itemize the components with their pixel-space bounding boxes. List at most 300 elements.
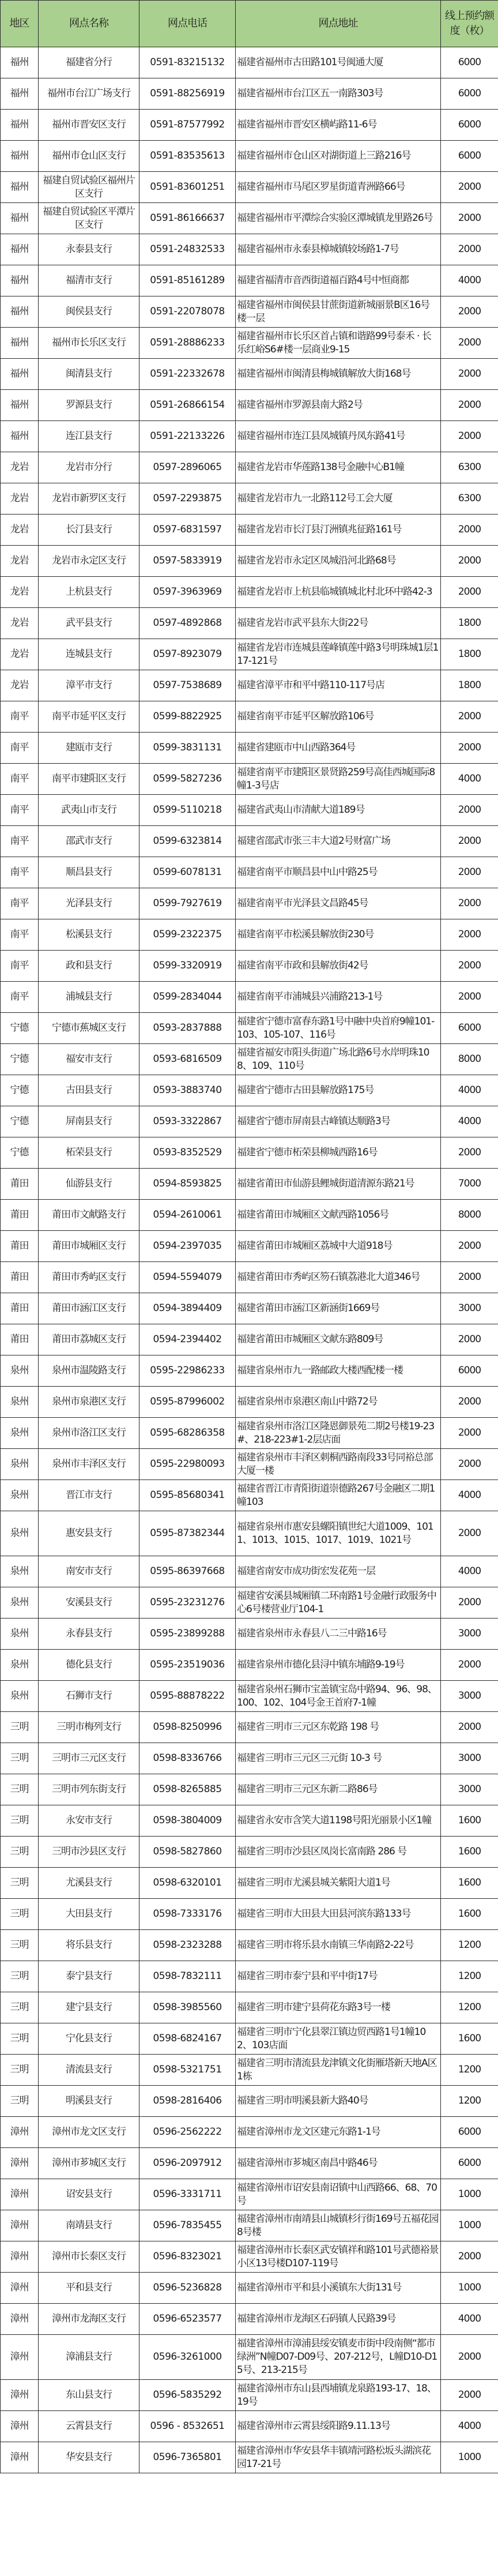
cell-name: 平和县支行 <box>39 2273 139 2304</box>
cell-region: 福州 <box>1 203 39 234</box>
cell-quota: 2000 <box>441 2335 498 2380</box>
table-row <box>1 2179 498 2210</box>
cell-address: 福建省三明市三元区东乾路 198 号 <box>236 1712 441 1743</box>
cell-region: 福州 <box>1 359 39 390</box>
table-row <box>1 1231 498 1262</box>
table-row <box>1 172 498 203</box>
cell-phone: 0599-5110218 <box>139 795 236 826</box>
cell-quota: 2000 <box>441 546 498 577</box>
cell-phone: 0597-6831597 <box>139 515 236 546</box>
cell-name: 泉州市泉港区支行 <box>39 1387 139 1418</box>
table-row <box>1 1712 498 1743</box>
cell-name: 连江县支行 <box>39 421 139 452</box>
header-address: 网点地址 <box>236 1 441 47</box>
cell-quota: 2000 <box>441 1137 498 1169</box>
cell-quota: 2000 <box>441 1650 498 1681</box>
cell-phone: 0597-2293875 <box>139 483 236 515</box>
cell-address: 福建省漳州市平和县小溪镇东大街131号 <box>236 2273 441 2304</box>
cell-quota: 3000 <box>441 1293 498 1324</box>
header-quota: 线上预约额度（枚） <box>441 1 498 47</box>
table-row <box>1 1650 498 1681</box>
cell-address: 福建省武夷山市清献大道189号 <box>236 795 441 826</box>
cell-region: 泉州 <box>1 1619 39 1650</box>
cell-region: 泉州 <box>1 1511 39 1556</box>
table-row <box>1 1200 498 1231</box>
cell-quota: 2000 <box>441 1324 498 1355</box>
table-row <box>1 1387 498 1418</box>
cell-address: 福建省福州市永泰县樟城镇较场路1-7号 <box>236 234 441 265</box>
table-row <box>1 1449 498 1480</box>
cell-phone: 0599-6078131 <box>139 857 236 888</box>
cell-quota: 2000 <box>441 515 498 546</box>
cell-address: 福建省宁德市富春东路1号中融中央首府9幢101-103、105-107、116号 <box>236 1013 441 1044</box>
cell-name: 福州市台江广场支行 <box>39 78 139 110</box>
cell-phone: 0599-5827236 <box>139 764 236 795</box>
table-row <box>1 2023 498 2055</box>
cell-quota: 6000 <box>441 47 498 78</box>
cell-region: 三明 <box>1 1837 39 1868</box>
cell-region: 漳州 <box>1 2210 39 2241</box>
cell-quota: 1600 <box>441 1899 498 1930</box>
cell-quota: 2000 <box>441 577 498 608</box>
cell-address: 福建省泉州市九一路邮政大楼西配楼一楼 <box>236 1355 441 1387</box>
cell-quota: 4000 <box>441 1106 498 1137</box>
cell-phone: 0598-8265885 <box>139 1774 236 1805</box>
cell-region: 宁德 <box>1 1137 39 1169</box>
cell-quota: 1200 <box>441 1930 498 1961</box>
cell-name: 福州市晋安区支行 <box>39 110 139 141</box>
table-row <box>1 951 498 982</box>
cell-address: 福建省泉州市永春县八二三中路16号 <box>236 1619 441 1650</box>
cell-phone: 0594-2610061 <box>139 1200 236 1231</box>
table-row <box>1 577 498 608</box>
cell-phone: 0598-8250996 <box>139 1712 236 1743</box>
cell-name: 南平市建阳区支行 <box>39 764 139 795</box>
table-row <box>1 2117 498 2148</box>
cell-phone: 0595-22986233 <box>139 1355 236 1387</box>
cell-quota: 4000 <box>441 764 498 795</box>
cell-quota: 2000 <box>441 359 498 390</box>
table-row <box>1 982 498 1013</box>
cell-phone: 0593-2837888 <box>139 1013 236 1044</box>
cell-name: 泉州市温陵路支行 <box>39 1355 139 1387</box>
cell-quota: 2000 <box>441 1449 498 1480</box>
cell-quota: 6000 <box>441 2117 498 2148</box>
cell-phone: 0598-6320101 <box>139 1868 236 1899</box>
cell-quota: 2000 <box>441 733 498 764</box>
cell-quota: 1600 <box>441 1837 498 1868</box>
table-row <box>1 1418 498 1449</box>
cell-region: 福州 <box>1 47 39 78</box>
table-row <box>1 2442 498 2473</box>
cell-name: 南平市延平区支行 <box>39 701 139 733</box>
table-row <box>1 1262 498 1293</box>
cell-phone: 0591-24832533 <box>139 234 236 265</box>
cell-region: 南平 <box>1 826 39 857</box>
cell-region: 三明 <box>1 1743 39 1774</box>
cell-quota: 2000 <box>441 296 498 328</box>
cell-quota: 6000 <box>441 141 498 172</box>
cell-address: 福建省泉州石狮市宝盖镇宝岛中路94、96、98、100、102、104号金王首府7-1幢 <box>236 1681 441 1712</box>
cell-phone: 0599-3320919 <box>139 951 236 982</box>
cell-region: 龙岩 <box>1 577 39 608</box>
cell-address: 福建省南平市光泽县文昌路45号 <box>236 888 441 919</box>
cell-name: 武平县支行 <box>39 608 139 639</box>
cell-quota: 2000 <box>441 701 498 733</box>
cell-region: 三明 <box>1 1930 39 1961</box>
cell-region: 漳州 <box>1 2442 39 2473</box>
cell-phone: 0594-2397035 <box>139 1231 236 1262</box>
cell-name: 清流县支行 <box>39 2055 139 2086</box>
cell-name: 建宁县支行 <box>39 1992 139 2023</box>
cell-name: 尤溪县支行 <box>39 1868 139 1899</box>
cell-region: 南平 <box>1 888 39 919</box>
table-row <box>1 1169 498 1200</box>
cell-region: 福州 <box>1 265 39 296</box>
cell-address: 福建省莆田市城厢区文献东路809号 <box>236 1324 441 1355</box>
table-row <box>1 795 498 826</box>
cell-phone: 0595-85680341 <box>139 1480 236 1511</box>
cell-region: 三明 <box>1 2086 39 2117</box>
cell-name: 邵武市支行 <box>39 826 139 857</box>
cell-name: 云霄县支行 <box>39 2411 139 2442</box>
table-row <box>1 203 498 234</box>
table-row <box>1 1556 498 1587</box>
cell-region: 泉州 <box>1 1480 39 1511</box>
table-row <box>1 1106 498 1137</box>
cell-address: 福建省漳州市南靖县山城镇杉行街169号五福花园8号楼 <box>236 2210 441 2241</box>
cell-quota: 2000 <box>441 888 498 919</box>
cell-phone: 0599-3831131 <box>139 733 236 764</box>
cell-name: 仙游县支行 <box>39 1169 139 1200</box>
cell-phone: 0596-5236828 <box>139 2273 236 2304</box>
cell-region: 南平 <box>1 919 39 951</box>
cell-address: 福建省福州市平潭综合实验区潭城镇龙里路26号 <box>236 203 441 234</box>
cell-region: 三明 <box>1 1805 39 1837</box>
cell-name: 三明市沙县区支行 <box>39 1837 139 1868</box>
cell-quota: 8000 <box>441 1044 498 1075</box>
cell-phone: 0594-3894409 <box>139 1293 236 1324</box>
cell-name: 闽清县支行 <box>39 359 139 390</box>
table-row <box>1 2335 498 2380</box>
cell-name: 漳州市芗城区支行 <box>39 2148 139 2179</box>
cell-quota: 2000 <box>441 1262 498 1293</box>
cell-region: 南平 <box>1 701 39 733</box>
cell-address: 福建省三明市建宁县荷花东路3号一楼 <box>236 1992 441 2023</box>
cell-quota: 2000 <box>441 203 498 234</box>
table-row <box>1 1681 498 1712</box>
table-row <box>1 1743 498 1774</box>
cell-name: 古田县支行 <box>39 1075 139 1106</box>
cell-quota: 6000 <box>441 2148 498 2179</box>
cell-phone: 0597-3963969 <box>139 577 236 608</box>
table-row <box>1 1992 498 2023</box>
cell-quota: 2000 <box>441 234 498 265</box>
cell-name: 福建自贸试验区福州片区支行 <box>39 172 139 203</box>
cell-name: 莆田市文献路支行 <box>39 1200 139 1231</box>
cell-phone: 0593-8352529 <box>139 1137 236 1169</box>
cell-quota: 1800 <box>441 608 498 639</box>
table-row <box>1 2086 498 2117</box>
cell-region: 泉州 <box>1 1355 39 1387</box>
cell-phone: 0598-6824167 <box>139 2023 236 2055</box>
header-row <box>1 1 498 47</box>
cell-address: 福建省南平市顺昌县中山中路25号 <box>236 857 441 888</box>
cell-region: 福州 <box>1 172 39 203</box>
cell-name: 泰宁县支行 <box>39 1961 139 1992</box>
table-row <box>1 359 498 390</box>
cell-address: 福建省三明市沙县区凤岗长富南路 286 号 <box>236 1837 441 1868</box>
cell-phone: 0591-87577992 <box>139 110 236 141</box>
cell-name: 明溪县支行 <box>39 2086 139 2117</box>
cell-phone: 0591-22332678 <box>139 359 236 390</box>
table-row <box>1 2380 498 2411</box>
cell-quota: 1600 <box>441 1868 498 1899</box>
table-row <box>1 265 498 296</box>
cell-region: 泉州 <box>1 1418 39 1449</box>
table-row <box>1 78 498 110</box>
table-row <box>1 888 498 919</box>
cell-name: 宁德市蕉城区支行 <box>39 1013 139 1044</box>
cell-name: 武夷山市支行 <box>39 795 139 826</box>
cell-quota: 1600 <box>441 2023 498 2055</box>
cell-phone: 0598-3985560 <box>139 1992 236 2023</box>
table-row <box>1 110 498 141</box>
table-row <box>1 857 498 888</box>
table-row <box>1 826 498 857</box>
cell-address: 福建省三明市三元区三元街 10-3 号 <box>236 1743 441 1774</box>
cell-address: 福建省泉州市泉港区南山中路72号 <box>236 1387 441 1418</box>
cell-name: 永安市支行 <box>39 1805 139 1837</box>
cell-phone: 0595-23519036 <box>139 1650 236 1681</box>
cell-name: 莆田市涵江区支行 <box>39 1293 139 1324</box>
table-row <box>1 1293 498 1324</box>
cell-quota: 2000 <box>441 390 498 421</box>
cell-address: 福建省福州市仓山区对湖街道上三路216号 <box>236 141 441 172</box>
cell-region: 龙岩 <box>1 515 39 546</box>
cell-address: 福建省三明市三元区东新二路86号 <box>236 1774 441 1805</box>
cell-address: 福建省三明市清流县龙津镇文化街雁塔新天地A区1栋 <box>236 2055 441 2086</box>
cell-phone: 0595-88878222 <box>139 1681 236 1712</box>
cell-name: 漳州市龙海区支行 <box>39 2304 139 2335</box>
cell-address: 福建省莆田市涵江区新涵街1669号 <box>236 1293 441 1324</box>
table-row <box>1 670 498 701</box>
cell-address: 福建省漳州市东山县西埔镇龙泉路193-17、18、19号 <box>236 2380 441 2411</box>
cell-region: 泉州 <box>1 1587 39 1619</box>
cell-address: 福建省永安市含笑大道1198号阳光丽景小区1幢 <box>236 1805 441 1837</box>
table-row <box>1 483 498 515</box>
cell-phone: 0591-28886233 <box>139 328 236 359</box>
cell-address: 福建省莆田市秀屿区笏石镇荔港北大道346号 <box>236 1262 441 1293</box>
cell-phone: 0591-83601251 <box>139 172 236 203</box>
cell-address: 福建省三明市明溪县新大路40号 <box>236 2086 441 2117</box>
cell-phone: 0591-85161289 <box>139 265 236 296</box>
cell-region: 福州 <box>1 78 39 110</box>
cell-region: 宁德 <box>1 1075 39 1106</box>
cell-region: 南平 <box>1 982 39 1013</box>
cell-region: 南平 <box>1 951 39 982</box>
cell-phone: 0596-3331711 <box>139 2179 236 2210</box>
header-phone: 网点电话 <box>139 1 236 47</box>
cell-quota: 2000 <box>441 2241 498 2273</box>
cell-region: 三明 <box>1 1992 39 2023</box>
table-row <box>1 2148 498 2179</box>
cell-region: 三明 <box>1 1961 39 1992</box>
cell-quota: 1000 <box>441 2442 498 2473</box>
cell-name: 安溪县支行 <box>39 1587 139 1619</box>
cell-name: 政和县支行 <box>39 951 139 982</box>
cell-region: 龙岩 <box>1 483 39 515</box>
cell-address: 福建省福州市台江区五一南路303号 <box>236 78 441 110</box>
cell-name: 福安市支行 <box>39 1044 139 1075</box>
cell-region: 莆田 <box>1 1262 39 1293</box>
cell-name: 晋江市支行 <box>39 1480 139 1511</box>
table-row <box>1 452 498 483</box>
table-row <box>1 47 498 78</box>
table-row <box>1 2055 498 2086</box>
cell-quota: 8000 <box>441 1200 498 1231</box>
cell-quota: 6000 <box>441 110 498 141</box>
cell-quota: 1600 <box>441 1805 498 1837</box>
cell-address: 福建省泉州市洛江区隆恩御景苑二期2号楼19-23#、218-223#1-2层店面 <box>236 1418 441 1449</box>
cell-name: 三明市列东街支行 <box>39 1774 139 1805</box>
cell-address: 福建省龙岩市连城县莲峰镇莲中路3号明珠城1层117-121号 <box>236 639 441 670</box>
cell-name: 顺昌县支行 <box>39 857 139 888</box>
table-row <box>1 1511 498 1556</box>
cell-region: 福州 <box>1 421 39 452</box>
cell-phone: 0595-87996002 <box>139 1387 236 1418</box>
cell-region: 宁德 <box>1 1044 39 1075</box>
cell-quota: 4000 <box>441 2304 498 2335</box>
table-row <box>1 2241 498 2273</box>
cell-region: 南平 <box>1 795 39 826</box>
table-row <box>1 1324 498 1355</box>
cell-region: 泉州 <box>1 1650 39 1681</box>
cell-phone: 0599-6323814 <box>139 826 236 857</box>
cell-address: 福建省三明市宁化县翠江镇边贸西路1号1幢102、103店面 <box>236 2023 441 2055</box>
cell-address: 福建省晋江市青阳街道崇德路267号金融区二期1幢103 <box>236 1480 441 1511</box>
cell-phone: 0596-7365801 <box>139 2442 236 2473</box>
cell-region: 福州 <box>1 141 39 172</box>
cell-address: 福建省龙岩市长汀县汀洲镇兆征路161号 <box>236 515 441 546</box>
cell-quota: 2000 <box>441 826 498 857</box>
cell-region: 福州 <box>1 328 39 359</box>
cell-region: 漳州 <box>1 2411 39 2442</box>
cell-address: 福建省福州市罗源县南大路2号 <box>236 390 441 421</box>
cell-phone: 0597-7538689 <box>139 670 236 701</box>
cell-name: 德化县支行 <box>39 1650 139 1681</box>
cell-address: 福建省三明市尤溪县城关紫阳大道1号 <box>236 1868 441 1899</box>
cell-region: 泉州 <box>1 1449 39 1480</box>
cell-address: 福建省福州市闽清县梅城镇解放大街168号 <box>236 359 441 390</box>
cell-region: 莆田 <box>1 1231 39 1262</box>
cell-phone: 0591-83215132 <box>139 47 236 78</box>
cell-name: 泉州市洛江区支行 <box>39 1418 139 1449</box>
cell-region: 三明 <box>1 1774 39 1805</box>
cell-address: 福建省南平市延平区解放路106号 <box>236 701 441 733</box>
cell-address: 福建省三明市大田县大田县河滨东路133号 <box>236 1899 441 1930</box>
table-row <box>1 141 498 172</box>
cell-address: 福建省泉州市丰泽区刺桐西路南段33号同裕总部大厦一楼 <box>236 1449 441 1480</box>
cell-name: 龙岩市新罗区支行 <box>39 483 139 515</box>
table-row <box>1 234 498 265</box>
cell-quota: 2000 <box>441 919 498 951</box>
cell-quota: 1200 <box>441 2055 498 2086</box>
cell-address: 福建省南平市松溪县解放街230号 <box>236 919 441 951</box>
cell-name: 南靖县支行 <box>39 2210 139 2241</box>
cell-quota: 1000 <box>441 2210 498 2241</box>
cell-name: 莆田市秀屿区支行 <box>39 1262 139 1293</box>
cell-phone: 0598-5321751 <box>139 2055 236 2086</box>
cell-address: 福建省漳州市芗城区南昌中路46号 <box>236 2148 441 2179</box>
cell-region: 三明 <box>1 2023 39 2055</box>
table-row <box>1 1044 498 1075</box>
table-row <box>1 2273 498 2304</box>
table-row <box>1 764 498 795</box>
cell-quota: 7000 <box>441 1169 498 1200</box>
cell-quota: 2000 <box>441 1587 498 1619</box>
header-region: 地区 <box>1 1 39 47</box>
cell-address: 福建省建瓯市中山西路364号 <box>236 733 441 764</box>
cell-name: 永泰县支行 <box>39 234 139 265</box>
cell-quota: 1000 <box>441 2273 498 2304</box>
cell-phone: 0599-2322375 <box>139 919 236 951</box>
header-name: 网点名称 <box>39 1 139 47</box>
cell-quota: 2000 <box>441 421 498 452</box>
table-row <box>1 328 498 359</box>
cell-quota: 2000 <box>441 795 498 826</box>
cell-phone: 0594-2394402 <box>139 1324 236 1355</box>
cell-name: 闽侯县支行 <box>39 296 139 328</box>
cell-name: 屏南县支行 <box>39 1106 139 1137</box>
cell-address: 福建省福州市闽侯县甘蔗街道新城丽景B区16号楼一层 <box>236 296 441 328</box>
cell-address: 福建省宁德市屏南县古峰镇达顺路3号 <box>236 1106 441 1137</box>
cell-name: 光泽县支行 <box>39 888 139 919</box>
cell-address: 福建省南安市成功街宏发花苑一层 <box>236 1556 441 1587</box>
cell-address: 福建省漳州市龙文区建元东路1-1号 <box>236 2117 441 2148</box>
cell-phone: 0597-5833919 <box>139 546 236 577</box>
cell-phone: 0598-7832111 <box>139 1961 236 1992</box>
cell-name: 福清市支行 <box>39 265 139 296</box>
cell-region: 福州 <box>1 296 39 328</box>
cell-phone: 0599-2834044 <box>139 982 236 1013</box>
table-row <box>1 1075 498 1106</box>
cell-address: 福建省莆田市城厢区荔城中大道918号 <box>236 1231 441 1262</box>
cell-phone: 0591-22133226 <box>139 421 236 452</box>
cell-region: 福州 <box>1 390 39 421</box>
cell-region: 泉州 <box>1 1387 39 1418</box>
cell-quota: 1800 <box>441 670 498 701</box>
cell-name: 漳州市龙文区支行 <box>39 2117 139 2148</box>
cell-name: 连城县支行 <box>39 639 139 670</box>
cell-address: 福建省漳州市长泰区武安镇祥和路101号武德裕景小区13号楼D107-119号 <box>236 2241 441 2273</box>
cell-region: 泉州 <box>1 1681 39 1712</box>
cell-address: 福建省福州市晋安区横屿路11-6号 <box>236 110 441 141</box>
cell-phone: 0598-7333176 <box>139 1899 236 1930</box>
cell-region: 漳州 <box>1 2335 39 2380</box>
table-row <box>1 1837 498 1868</box>
table-row <box>1 639 498 670</box>
cell-phone: 0595-23899288 <box>139 1619 236 1650</box>
cell-phone: 0599-7927619 <box>139 888 236 919</box>
cell-name: 浦城县支行 <box>39 982 139 1013</box>
table-row <box>1 1355 498 1387</box>
table-row <box>1 546 498 577</box>
cell-phone: 0597-8923079 <box>139 639 236 670</box>
cell-address: 福建省福州市长乐区首占镇和谐路99号泰禾 · 长乐红峪S6#楼一层商业9-15 <box>236 328 441 359</box>
cell-region: 莆田 <box>1 1169 39 1200</box>
cell-quota: 1200 <box>441 2086 498 2117</box>
